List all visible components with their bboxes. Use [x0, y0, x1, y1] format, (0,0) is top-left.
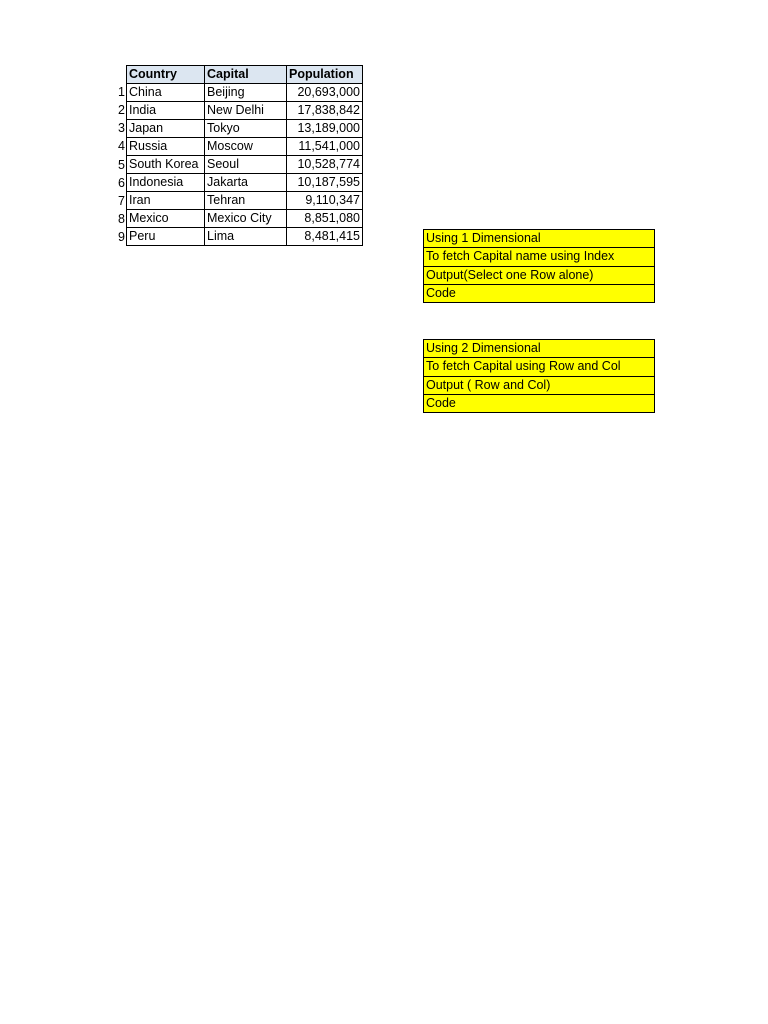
header-country[interactable]: Country: [127, 66, 205, 84]
table-row: [127, 102, 363, 120]
table-header-row: [127, 66, 363, 84]
cell-country[interactable]: India: [127, 102, 205, 120]
box-cell-description[interactable]: To fetch Capital name using Index: [424, 248, 655, 266]
table-row: [127, 120, 363, 138]
table-row: [127, 84, 363, 102]
cell-country[interactable]: Indonesia: [127, 174, 205, 192]
cell-population[interactable]: 10,528,774: [287, 156, 363, 174]
row-index: 4: [118, 139, 125, 153]
cell-country[interactable]: Russia: [127, 138, 205, 156]
cell-population[interactable]: 13,189,000: [287, 120, 363, 138]
box-row: [424, 284, 655, 302]
cell-population[interactable]: 8,851,080: [287, 210, 363, 228]
two-dimensional-box: [423, 339, 655, 413]
cell-capital[interactable]: New Delhi: [205, 102, 287, 120]
box-row: [424, 394, 655, 412]
cell-population[interactable]: 17,838,842: [287, 102, 363, 120]
cell-country[interactable]: Japan: [127, 120, 205, 138]
cell-capital[interactable]: Moscow: [205, 138, 287, 156]
header-population[interactable]: Population: [287, 66, 363, 84]
cell-capital[interactable]: Jakarta: [205, 174, 287, 192]
box-row: [424, 340, 655, 358]
box-cell-code[interactable]: Code: [424, 284, 655, 302]
cell-country[interactable]: South Korea: [127, 156, 205, 174]
row-index: 1: [118, 85, 125, 99]
cell-population[interactable]: 20,693,000: [287, 84, 363, 102]
cell-capital[interactable]: Tehran: [205, 192, 287, 210]
cell-population[interactable]: 8,481,415: [287, 228, 363, 246]
box-row: [424, 266, 655, 284]
box-cell-output[interactable]: Output(Select one Row alone): [424, 266, 655, 284]
table-row: [127, 156, 363, 174]
box-row: [424, 248, 655, 266]
row-index: 7: [118, 194, 125, 208]
table-row: [127, 192, 363, 210]
box-row: [424, 230, 655, 248]
box-cell-description[interactable]: To fetch Capital using Row and Col: [424, 358, 655, 376]
table-row: [127, 174, 363, 192]
one-dimensional-box: [423, 229, 655, 303]
box-cell-title[interactable]: Using 2 Dimensional: [424, 340, 655, 358]
row-index: 3: [118, 121, 125, 135]
box-cell-output[interactable]: Output ( Row and Col): [424, 376, 655, 394]
cell-country[interactable]: Mexico: [127, 210, 205, 228]
cell-capital[interactable]: Lima: [205, 228, 287, 246]
box-row: [424, 376, 655, 394]
table-row: [127, 228, 363, 246]
cell-population[interactable]: 11,541,000: [287, 138, 363, 156]
table-row: [127, 138, 363, 156]
cell-population[interactable]: 10,187,595: [287, 174, 363, 192]
row-index: 8: [118, 212, 125, 226]
row-index: 6: [118, 176, 125, 190]
country-table: [126, 65, 363, 246]
box-cell-title[interactable]: Using 1 Dimensional: [424, 230, 655, 248]
row-index: 2: [118, 103, 125, 117]
cell-country[interactable]: China: [127, 84, 205, 102]
cell-country[interactable]: Peru: [127, 228, 205, 246]
cell-capital[interactable]: Tokyo: [205, 120, 287, 138]
cell-capital[interactable]: Seoul: [205, 156, 287, 174]
table-row: [127, 210, 363, 228]
row-index: 9: [118, 230, 125, 244]
box-row: [424, 358, 655, 376]
box-cell-code[interactable]: Code: [424, 394, 655, 412]
row-index: 5: [118, 158, 125, 172]
cell-population[interactable]: 9,110,347: [287, 192, 363, 210]
cell-country[interactable]: Iran: [127, 192, 205, 210]
header-capital[interactable]: Capital: [205, 66, 287, 84]
cell-capital[interactable]: Mexico City: [205, 210, 287, 228]
cell-capital[interactable]: Beijing: [205, 84, 287, 102]
